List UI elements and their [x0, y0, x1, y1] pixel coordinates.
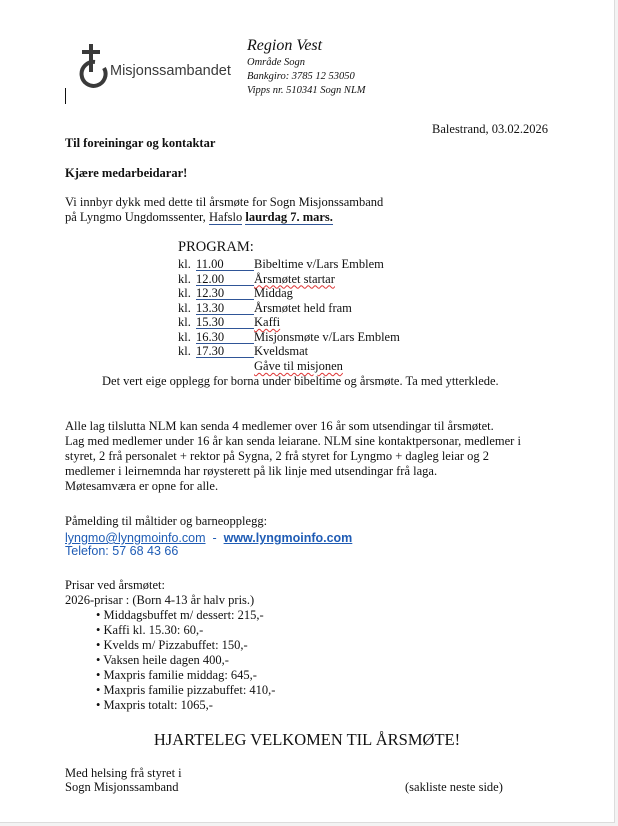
bullet-icon: •: [96, 683, 104, 697]
closing-line: Sogn Misjonssamband: [65, 780, 179, 794]
intro-place: Hafslo: [208, 210, 243, 224]
program-kl: kl.: [178, 300, 191, 315]
bullet-icon: •: [96, 668, 104, 682]
program-text: Årsmøtet startar: [254, 271, 335, 286]
price-item: [96, 683, 275, 698]
link-separator: -: [205, 531, 224, 545]
recipient-line: Til foreiningar og kontaktar: [65, 136, 216, 150]
price-text: Vaksen heile dagen 400,-: [103, 653, 229, 667]
program-time: 17.30: [196, 345, 254, 358]
price-text: Kaffi kl. 15.30: 60,-: [103, 623, 204, 637]
program-kl: kl.: [178, 257, 191, 271]
text-cursor: [65, 88, 66, 104]
price-item: [96, 653, 229, 668]
closing-note: (sakliste neste side): [405, 780, 503, 794]
program-extra-text: Gåve til misjonen: [254, 359, 343, 373]
prices-subtitle: 2026-prisar : (Born 4-13 år halv pris.): [65, 593, 255, 607]
price-text: Maxpris totalt: 1065,-: [103, 698, 213, 712]
program-item: [178, 272, 335, 287]
price-item: [96, 668, 257, 683]
program-text: Bibeltime v/Lars Emblem: [254, 257, 384, 271]
program-title: PROGRAM:: [178, 239, 254, 255]
program-time: 16.30: [196, 331, 254, 344]
price-item: [96, 623, 203, 638]
program-time: 12.30: [196, 287, 254, 300]
program-time: 13.30: [196, 302, 254, 315]
price-text: Maxpris familie middag: 645,-: [103, 668, 257, 682]
program-time: 12.00: [196, 273, 254, 286]
program-item: [178, 344, 308, 359]
program-kl: kl.: [178, 344, 191, 358]
program-text: Årsmøtet held fram: [254, 300, 352, 315]
intro-line: Vi innbyr dykk med dette til årsmøte for Sogn Misjonssamband: [65, 195, 384, 209]
body-line: styret, 2 frå personalet + rektor på Sygna, 2 frå styret for Lyngmo + dagleg leiar og 2: [65, 449, 490, 463]
body-line: Møtesamværa er opne for alle.: [65, 479, 219, 493]
logo-text: Misjonssambandet: [110, 63, 231, 79]
header-line: Vipps nr. 510341 Sogn NLM: [247, 85, 366, 96]
header-line: Område Sogn: [247, 57, 306, 68]
phone-number: Telefon: 57 68 43 66: [65, 544, 179, 558]
bullet-icon: •: [96, 623, 104, 637]
header-line: Bankgiro: 3785 12 53050: [247, 71, 355, 82]
program-item: [178, 257, 384, 272]
price-item: [96, 608, 264, 623]
program-extra: [254, 359, 343, 374]
program-kl: kl.: [178, 286, 191, 300]
intro-date: laurdag 7. mars.: [245, 210, 333, 224]
price-text: Kvelds m/ Pizzabuffet: 150,-: [103, 638, 248, 652]
program-text: Misjonsmøte v/Lars Emblem: [254, 329, 400, 344]
price-item: [96, 698, 213, 713]
bullet-icon: •: [96, 698, 104, 712]
program-time: 11.00: [196, 258, 254, 271]
closing-line: Med helsing frå styret i: [65, 766, 182, 780]
website-link[interactable]: www.lyngmoinfo.com: [223, 531, 353, 545]
org-title: Region Vest: [247, 37, 323, 54]
program-text: Kaffi: [254, 315, 281, 329]
body-line: Alle lag tilslutta NLM kan senda 4 medlemer over 16 år som utsendingar til årsmøtet.: [65, 419, 494, 433]
place-date: Balestrand, 03.02.2026: [432, 122, 548, 136]
program-item: [178, 315, 280, 330]
program-note: Det vert eige opplegg for borna under bibeltime og årsmøte. Ta med ytterklede.: [102, 374, 499, 388]
price-text: Middagsbuffet m/ dessert: 215,-: [103, 608, 264, 622]
registration-label: Påmelding til måltider og barneopplegg:: [65, 514, 268, 528]
body-line: medlemer i leirnemnda har røysterett på lik linje med utsendingar frå laga.: [65, 464, 438, 478]
program-time: 15.30: [196, 316, 254, 329]
greeting: Kjære medarbeidarar!: [65, 166, 188, 180]
intro-venue: på Lyngmo Ungdomssenter,: [65, 210, 209, 224]
email-link[interactable]: lyngmo@lyngmoinfo.com: [65, 531, 206, 545]
price-text: Maxpris familie pizzabuffet: 410,-: [103, 683, 276, 697]
welcome-heading: HJARTELEG VELKOMEN TIL ÅRSMØTE!: [153, 730, 461, 749]
program-kl: kl.: [178, 315, 191, 329]
cross-logo-icon: [76, 42, 110, 88]
program-text: Middag: [254, 286, 293, 300]
bullet-icon: •: [96, 608, 104, 622]
program-item: [178, 301, 352, 316]
bullet-icon: •: [96, 653, 104, 667]
bullet-icon: •: [96, 638, 104, 652]
prices-title: Prisar ved årsmøtet:: [65, 578, 165, 592]
program-kl: kl.: [178, 271, 191, 286]
program-text: Kveldsmat: [254, 344, 309, 358]
program-item: [178, 330, 400, 345]
price-item: [96, 638, 248, 653]
intro-line: [65, 210, 333, 225]
program-kl: kl.: [178, 329, 191, 344]
program-item: [178, 286, 293, 301]
body-line: Lag med medlemer under 16 år kan senda leiarane. NLM sine kontaktpersonar, medlemer i: [65, 434, 521, 448]
